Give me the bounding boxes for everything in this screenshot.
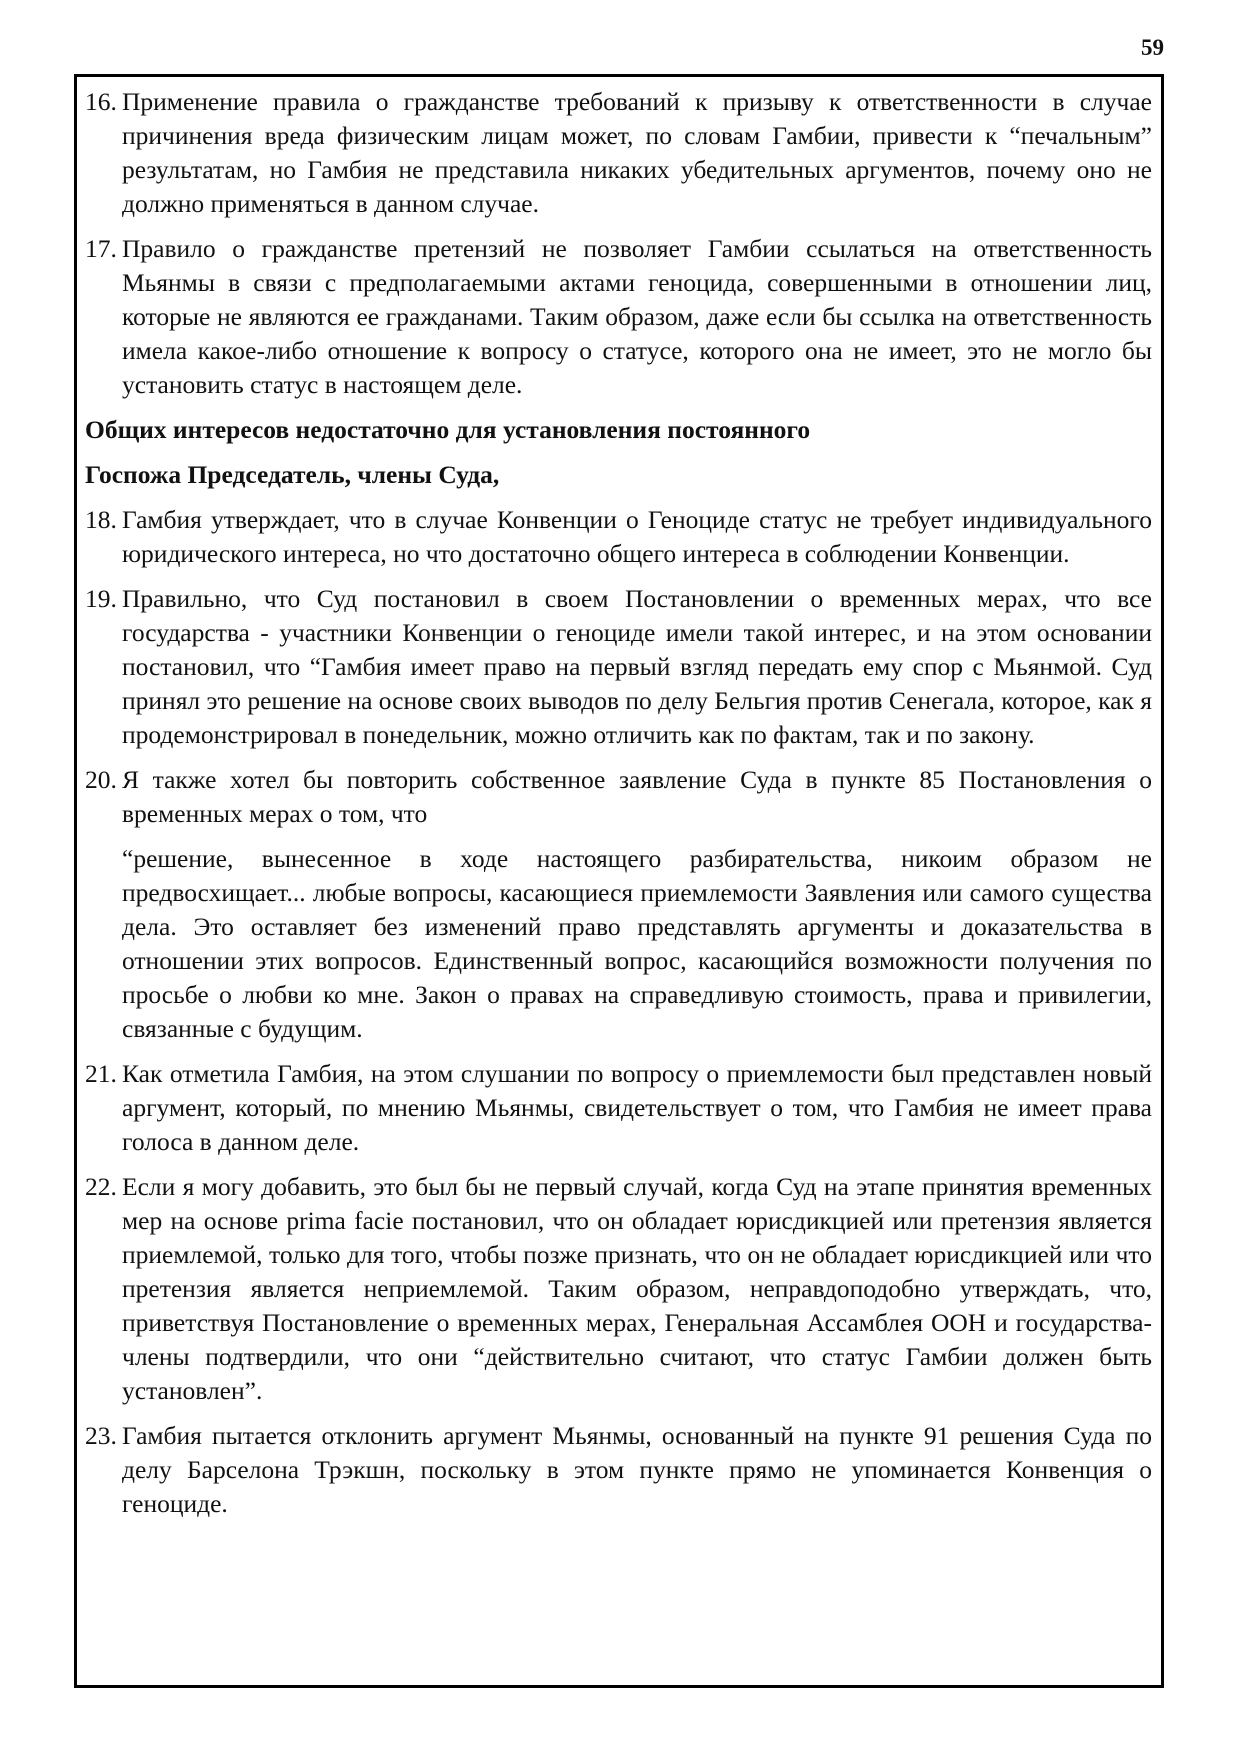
paragraph-text: Как отметила Гамбия, на этом слушании по вопросу о приемлемости был представлен новый аргумент, который, по мнению Мьянмы, свидетельствует о том, что Гамбия не имеет права голоса в данном деле. — [122, 1059, 1152, 1156]
paragraph-number: 20. — [85, 765, 117, 794]
paragraph-number: 17. — [85, 234, 117, 263]
paragraph-number: 19. — [85, 584, 117, 613]
paragraph-23 — [85, 1419, 1152, 1521]
paragraph-21 — [85, 1057, 1152, 1159]
paragraph-number: 21. — [85, 1059, 117, 1088]
paragraph-number: 16. — [85, 87, 117, 116]
paragraph-number: 22. — [85, 1172, 117, 1201]
paragraph-16 — [85, 85, 1152, 221]
paragraph-number: 23. — [85, 1421, 117, 1450]
page-number: 59 — [1141, 35, 1164, 60]
paragraph-text: Гамбия пытается отклонить аргумент Мьянмы, основанный на пункте 91 решения Суда по делу Барселона Трэкшн, поскольку в этом пункте прямо не упоминается Конвенция о геноциде. — [122, 1421, 1152, 1518]
paragraph-text: Я также хотел бы повторить собственное заявление Суда в пункте 85 Постановления о временных мерах о том, что — [122, 765, 1152, 828]
paragraph-text: Если я могу добавить, это был бы не первый случай, когда Суд на этапе принятия временных мер на основе prima facie постановил, что он обладает юрисдикцией или претензия является приемлемой, только для того, чтобы позже признать, что он не обладает юрисдикцией или что претензия является неприемлемой. Таким образом, неправдоподобно утверждать, что, приветствуя Постановление о временных мерах, Генеральная Ассамблея ООН и государства-члены подтвердили, что они “действительно считают, что статус Гамбии должен быть установлен”. — [122, 1172, 1152, 1405]
block-quote: “решение, вынесенное в ходе настоящего разбирательства, никоим образом не предвосхищает... любые вопросы, касающиеся приемлемости Заявления или самого существа дела. Это оставляет без изменений право представлять аргументы и доказательства в отношении этих вопросов. Единственный вопрос, касающийся возможности получения по просьбе о любви ко мне. Закон о правах на справедливую стоимость, права и привилегии, связанные с будущим. — [122, 844, 1152, 1043]
section-heading: Общих интересов недостаточно для установления постоянного — [85, 415, 811, 444]
paragraph-text: Правило о гражданстве претензий не позволяет Гамбии ссылаться на ответственность Мьянмы в связи с предполагаемыми актами геноцида, совершенными в отношении лиц, которые не являются ее гражданами. Таким образом, даже если бы ссылка на ответственность имела какое-либо отношение к вопросу о статусе, которого она не имеет, это не могло бы установить статус в настоящем деле. — [122, 234, 1152, 399]
paragraph-20 — [85, 763, 1152, 831]
page-frame — [74, 74, 1164, 1688]
paragraph-17 — [85, 232, 1152, 402]
paragraph-22 — [85, 1170, 1152, 1408]
paragraph-18 — [85, 503, 1152, 571]
paragraph-text: Применение правила о гражданстве требований к призыву к ответственности в случае причинения вреда физическим лицам может, по словам Гамбии, привести к “печальным” результатам, но Гамбия не представила никаких убедительных аргументов, почему оно не должно применяться в данном случае. — [122, 87, 1152, 218]
address-heading: Госпожа Председатель, члены Суда, — [85, 460, 500, 489]
document-body — [85, 85, 1152, 1521]
paragraph-text: Гамбия утверждает, что в случае Конвенции о Геноциде статус не требует индивидуального юридического интереса, но что достаточно общего интереса в соблюдении Конвенции. — [122, 505, 1152, 568]
paragraph-19 — [85, 582, 1152, 752]
paragraph-text: Правильно, что Суд постановил в своем Постановлении о временных мерах, что все государства - участники Конвенции о геноциде имели такой интерес, и на этом основании постановил, что “Гамбия имеет право на первый взгляд передать ему спор с Мьянмой. Суд принял это решение на основе своих выводов по делу Бельгия против Сенегала, которое, как я продемонстрировал в понедельник, можно отличить как по фактам, так и по закону. — [122, 584, 1152, 749]
paragraph-number: 18. — [85, 505, 117, 534]
